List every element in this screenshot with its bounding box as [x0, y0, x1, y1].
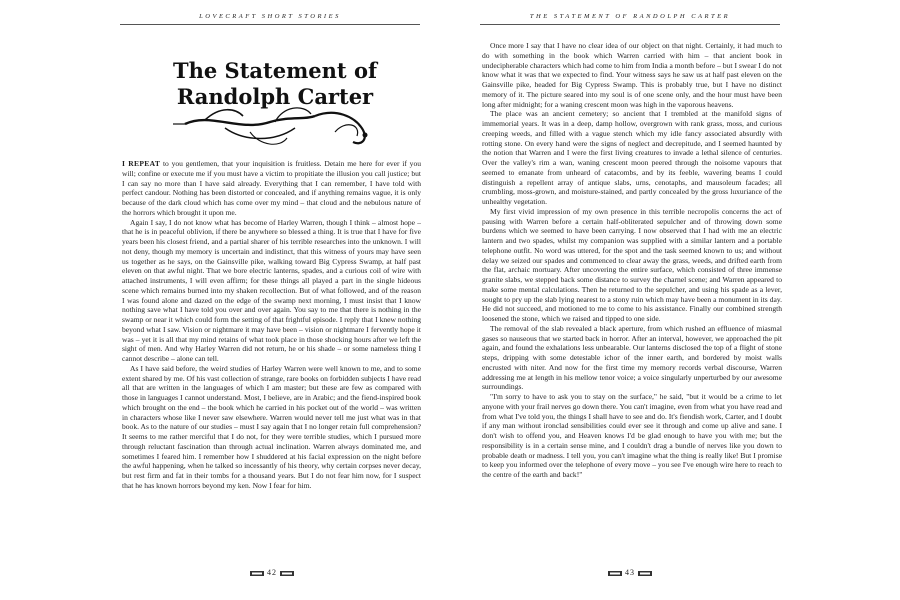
- paragraph: "I'm sorry to have to ask you to stay on the surface," he said, "but it would be a crime to let anyone with your frail nerves go down there. You can't imagine, even from what you have read and from what I've told you, the things I shall have to see and do. It's fiendish work, Carter, and I doubt if any man without ironclad sensibilities could ever see it through and come up alive and sane. I don't wish to offend you, and Heaven knows I'd be glad enough to have you with me; but the responsibility is in a certain sense mine, and I couldn't drag a bundle of nerves like you down to probable death or madness. I tell you, you can't imagine what the thing is really like! But I promise to keep you informed over the telephone of every move – you see I've enough wire here to reach to the centre of the earth and back!": [482, 392, 782, 479]
- story-body: [122, 159, 421, 559]
- page-number: 42: [212, 568, 332, 577]
- story-body: [482, 41, 782, 563]
- paragraph: The place was an ancient cemetery; so ancient that I trembled at the manifold signs of immemorial years. It was in a deep, damp hollow, overgrown with rank grass, moss, and curious creeping weeds, and filled with a vague stench which my idle fancy associated absurdly with rotting stone. On every hand were the signs of neglect and decrepitude, and I seemed haunted by the notion that Warren and I were the first living creatures to invade a lethal silence of centuries. Over the valley's rim a wan, waning crescent moon peered through the noisome vapours that seemed to emanate from unheard of catacombs, and by its feeble, wavering beams I could distinguish a repellent array of antique slabs, urns, cenotaphs, and mausoleum facades; all crumbling, moss-grown, and moisture-stained, and partly concealed by the gross luxuriance of the unhealthy vegetation.: [482, 109, 782, 206]
- folio-ornament-icon: [280, 571, 294, 576]
- folio-ornament-icon: [250, 571, 264, 576]
- story-title: The Statement of Randolph Carter: [172, 58, 377, 109]
- running-header: THE STATEMENT OF RANDOLPH CARTER: [529, 13, 731, 20]
- paragraph: Once more I say that I have no clear idea of our object on that night. Certainly, it had much to do with something in the book which Warren carried with him – that ancient book in undecipherable characters which had come to him from India a month before – but I swear I do not know what it was that we expected to find. Your witness says he saw us at half past eleven on the Gainsville pike, headed for Big Cypress Swamp. This is probably true, but I have no distinct memory of it. The picture seared into my soul is of one scene only, and the hour must have been long after midnight; for a waning crescent moon was high in the vaporous heavens.: [482, 41, 782, 109]
- paragraph: My first vivid impression of my own presence in this terrible necropolis concerns the act of pausing with Warren before a certain half-obliterated sepulcher and of throwing down some burdens which we seemed to have been carrying. I now observed that I had with me an electric lantern and two spades, whilst my companion was supplied with a similar lantern and a portable telephone outfit. No word was uttered, for the spot and the task seemed known to us; and without delay we seized our spades and commenced to clear away the grass, weeds, and drifted earth from the flat, archaic mortuary. After uncovering the entire surface, which consisted of three immense granite slabs, we stepped back some distance to survey the charnel scene; and Warren appeared to make some mental calculations. Then he returned to the sepulcher, and using his spade as a lever, sought to pry up the slab lying nearest to a stony ruin which may have been a monument in its day. He did not succeed, and motioned to me to come to his assistance. Finally our combined strength loosened the stone, which we raised and tipped to one side.: [482, 206, 782, 323]
- folio-ornament-icon: [608, 571, 622, 576]
- page-number: 43: [570, 568, 690, 577]
- paragraph: Again I say, I do not know what has become of Harley Warren, though I think – almost hope – that he is in peaceful oblivion, if there be anywhere so blessed a thing. It is true that I have for five years been his closest friend, and a partial sharer of his terrible researches into the unknown. I will not deny, though my memory is uncertain and indistinct, that this witness of yours may have seen us together as he says, on the Gainsville pike, walking toward Big Cypress Swamp, at half past eleven on that awful night. That we bore electric lanterns, spades, and a curious coil of wire with attached instruments, I will even affirm; for these things all played a part in the single hideous scene which remains burned into my shaken recollection. But of what followed, and of the reason I was found alone and dazed on the edge of the swamp next morning, I must insist that I know nothing save what I have told you over and over again. You say to me that there is nothing in the swamp or near it which could form the setting of that frightful episode. I reply that I knew nothing beyond what I saw. Vision or nightmare it may have been – vision or nightmare I fervently hope it was – yet it is all that my mind retains of what took place in those shocking hours after we left the sight of men. And why Harley Warren did not return, he or his shade – or some nameless thing I cannot describe – alone can tell.: [122, 217, 421, 363]
- paragraph: The removal of the slab revealed a black aperture, from which rushed an effluence of miasmal gases so nauseous that we started back in horror. After an interval, however, we approached the pit again, and found the exhalations less unbearable. Our lanterns disclosed the top of a flight of stone steps, dripping with some detestable ichor of the inner earth, and bordered by moist walls encrusted with niter. And now for the first time my memory records verbal discourse, Warren addressing me at length in his mellow tenor voice; a voice singularly unperturbed by our awesome surroundings.: [482, 323, 782, 392]
- running-header: LOVECRAFT SHORT STORIES: [199, 13, 341, 20]
- paragraph: I REPEAT to you gentlemen, that your inquisition is fruitless. Detain me here for ever if you will; confine or execute me if you must have a victim to propitiate the illusion you call justice; but I can say no more than I have said already. Everything that I can remember, I have told with perfect candour. Nothing has been distorted or concealed, and if anything remains vague, it is only because of the dark cloud which has come over my mind – that cloud and the nebulous nature of the horrors which brought it upon me.: [122, 159, 421, 217]
- header-rule: [120, 24, 420, 25]
- header-rule: [480, 24, 780, 25]
- folio-ornament-icon: [638, 571, 652, 576]
- right-page: [450, 0, 900, 600]
- opening-words: I REPEAT: [122, 159, 161, 168]
- paragraph: As I have said before, the weird studies of Harley Warren were well known to me, and to some extent shared by me. Of his vast collection of strange, rare books on forbidden subjects I have read all that are written in the languages of which I am master; but these are few as compared with those in languages I cannot understand. Most, I believe, are in Arabic; and the fiend-inspired book which brought on the end – the book which he carried in his pocket out of the world – was written in characters whose like I never saw elsewhere. Warren would never tell me just what was in that book. As to the nature of our studies – must I say again that I no longer retain full comprehension? It seems to me rather merciful that I do not, for they were terrible studies, which I pursued more through reluctant fascination than through actual inclination. Warren always dominated me, and sometimes I feared him. I remember how I shuddered at his facial expression on the night before the awful happening, when he talked so incessantly of his theory, why certain corpses never decay, but rest firm and fat in their tombs for a thousand years. But I do not fear him now, for I suspect that he has known horrors beyond my ken. Now I fear for him.: [122, 363, 421, 490]
- flourish-ornament: [165, 102, 390, 150]
